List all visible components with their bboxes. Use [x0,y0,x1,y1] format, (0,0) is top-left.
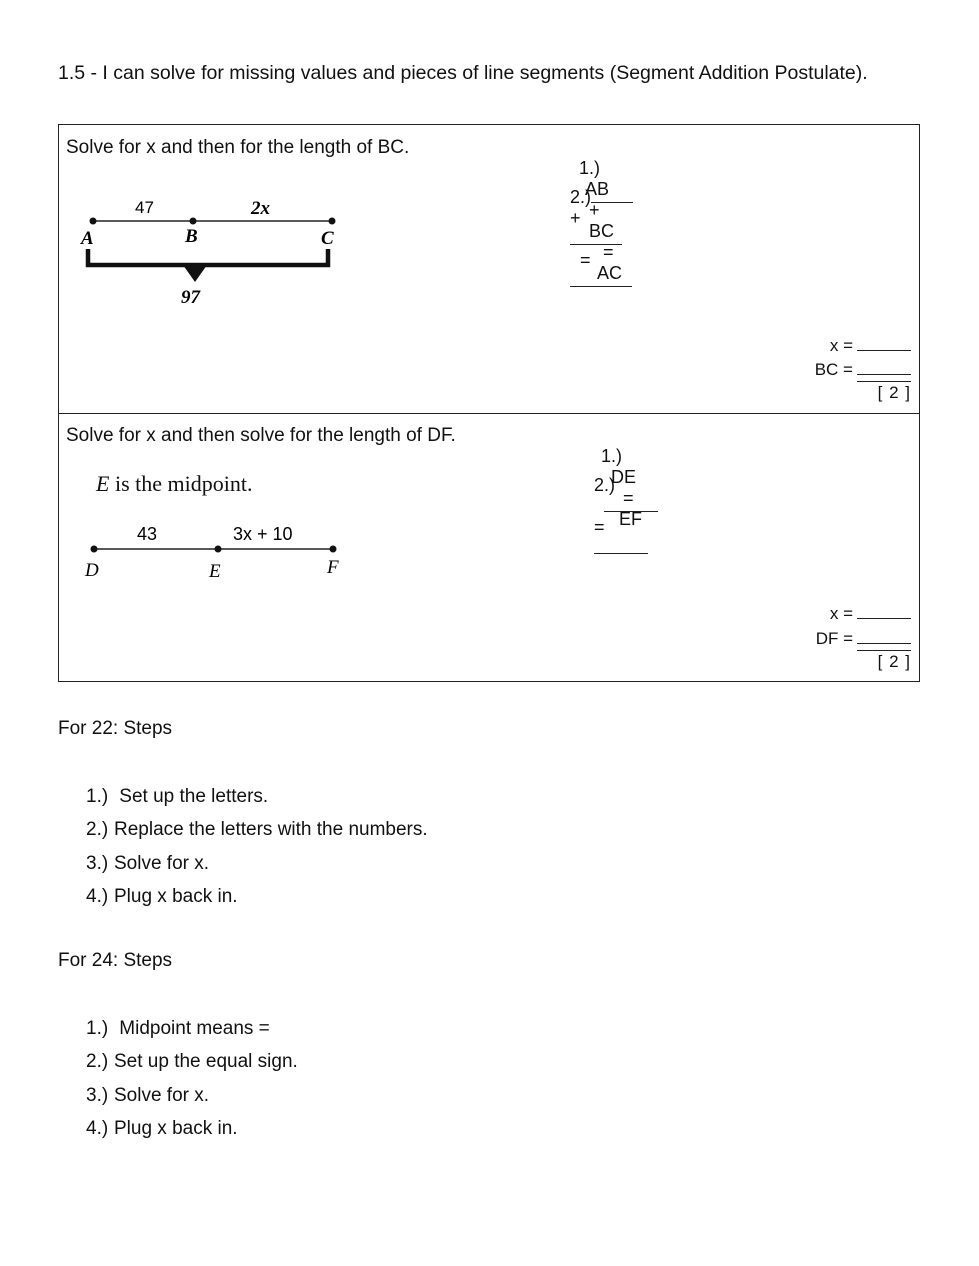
midpoint-note-text: is the midpoint. [109,471,253,496]
label-43: 43 [137,524,158,544]
label-f: F [327,557,339,578]
equals-sign: = [623,488,634,508]
point-d [91,546,98,553]
answer-x-2 [830,604,911,624]
step-number: 2.) [594,475,616,495]
problem-2-prompt: Solve for x and then solve for the length of DF. [66,425,456,446]
label-b: B [185,226,198,247]
list-item: 4.) Plug x back in. [86,885,238,907]
segment-bc: BC [589,221,615,241]
segment-ef: EF [619,509,643,529]
points-badge-1: [ 2 ] [857,381,911,403]
list-item: 1.) Midpoint means = [86,1018,270,1039]
segment-de: DE [611,467,637,487]
blank-bc[interactable] [570,229,622,245]
steps-22-list [86,780,428,913]
equals-sign: = [603,242,614,262]
x-answer-label: x = [829,336,853,355]
list-item: 2.) Set up the equal sign. [86,1051,298,1073]
problem-table [58,124,920,682]
point-f [330,546,337,553]
df-answer-blank[interactable] [857,629,911,644]
equals-sign: = [594,517,605,537]
label-a: A [81,228,94,249]
point-a [90,218,97,225]
x-answer-blank[interactable] [857,336,911,351]
answer-x-1 [830,336,911,356]
total-length-bracket [88,249,328,265]
list-item: 2.) Replace the letters with the numbers. [86,819,428,841]
list-item: 3.) Solve for x. [86,852,210,874]
problem-1-equation-numbers [540,166,633,313]
step-number: 1.) [601,446,623,466]
problem-2 [59,413,919,681]
bc-answer-label: BC = [814,360,853,379]
midpoint-note [96,471,252,497]
segment-diagram-abc [77,193,357,313]
segment-ac: AC [597,263,623,283]
steps-24-list [86,1012,298,1145]
plus-sign: + [589,200,600,220]
points-badge-2: [ 2 ] [857,650,911,672]
x-answer-blank[interactable] [857,604,911,619]
list-item: 1.) Set up the letters. [86,786,269,807]
equals-sign: = [580,250,591,270]
point-c [329,218,336,225]
plus-sign: + [570,208,581,228]
answer-bc [815,360,911,380]
bracket-pointer [183,265,207,282]
list-item: 3.) Solve for x. [86,1084,210,1106]
midpoint-letter: E [96,471,110,496]
label-2x: 2x [251,198,270,219]
step-number: 1.) [579,158,601,178]
steps-22-title: For 22: Steps [58,718,173,739]
label-97: 97 [181,287,200,308]
df-answer-label: DF = [815,629,853,648]
label-d: D [85,560,99,581]
bc-answer-blank[interactable] [857,360,911,375]
blank-de[interactable] [604,496,658,512]
segment-ab: AB [585,179,610,199]
page-heading: 1.5 - I can solve for missing values and pieces of line segments (Segment Addition Postulate). [58,62,868,84]
problem-1-prompt: Solve for x and then for the length of BC. [66,137,410,158]
steps-24-title: For 24: Steps [58,950,173,971]
problem-1 [59,125,919,414]
step-number: 2.) [570,187,592,207]
problem-2-equation-numbers [564,454,658,580]
label-47: 47 [135,198,154,217]
label-e: E [209,561,221,582]
label-3x-plus-10: 3x + 10 [233,524,293,544]
blank-ac[interactable] [570,271,632,287]
point-e [215,546,222,553]
point-b [190,218,197,225]
label-c: C [321,228,334,249]
segment-diagram-def [77,509,357,589]
blank-ef[interactable] [594,538,648,554]
x-answer-label: x = [829,604,853,623]
answer-df [816,629,911,649]
blank-ab[interactable] [591,187,633,203]
list-item: 4.) Plug x back in. [86,1117,238,1139]
